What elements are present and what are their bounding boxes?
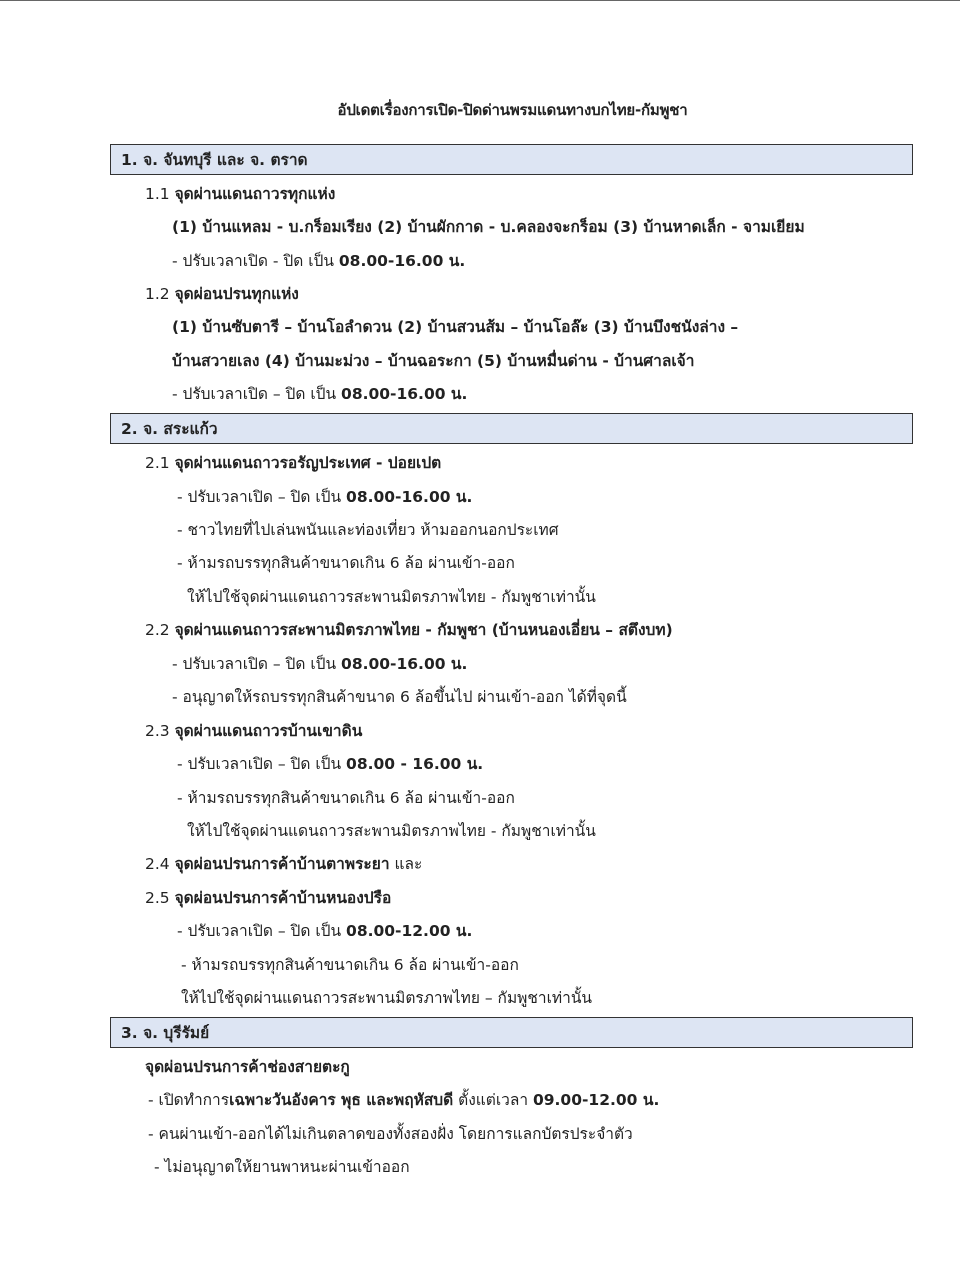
hours-value: 08.00-16.00 น. (346, 488, 473, 506)
note-line: ให้ไปใช้จุดผ่านแดนถาวรสะพานมิตรภาพไทย - กัมพูชาเท่านั้น (187, 822, 596, 840)
checkpoint-list: บ้านสวายเลง (4) บ้านมะม่วง – บ้านฉอระกา (5) บ้านหมื่นด่าน - บ้านศาลเจ้า (172, 352, 695, 370)
note-line: - ห้ามรถบรรทุกสินค้าขนาดเกิน 6 ล้อ ผ่านเข้า-ออก (177, 789, 515, 807)
section-2-header: 2. จ. สระแก้ว (110, 413, 913, 444)
note-line: - อนุญาตให้รถบรรทุกสินค้าขนาด 6 ล้อขึ้นไป ผ่านเข้า-ออก ได้ที่จุดนี้ (172, 688, 627, 706)
hours-line (177, 921, 472, 941)
item-title: จุดผ่านแดนถาวรทุกแห่ง (174, 185, 336, 203)
open-label: - เปิดทำการ (148, 1091, 230, 1109)
hours-label: - ปรับเวลาเปิด - ปิด เป็น (172, 252, 339, 270)
checkpoint-list: (1) บ้านแหลม - บ.กร็อมเรียง (2) บ้านผักกาด - บ.คลองจะกร็อม (3) บ้านหาดเล็ก - จามเยียม (172, 218, 805, 236)
hours-value: 08.00-16.00 น. (338, 252, 466, 270)
item-number: 2.4 (145, 855, 170, 873)
hours-value: 08.00-16.00 น. (341, 655, 468, 673)
open-mid: ตั้งแต่เวลา (453, 1091, 533, 1109)
item-2-4 (145, 854, 422, 874)
item-number: 2.5 (145, 889, 170, 907)
item-title: จุดผ่อนปรนทุกแห่ง (174, 285, 299, 303)
item-2-2 (145, 620, 673, 640)
hours-line (177, 487, 472, 507)
note-line: - ห้ามรถบรรทุกสินค้าขนาดเกิน 6 ล้อ ผ่านเข้า-ออก (177, 554, 515, 572)
item-number: 2.2 (145, 621, 170, 639)
note-line: - ไม่อนุญาตให้ยานพาหนะผ่านเข้าออก (154, 1158, 410, 1176)
note-line: ให้ไปใช้จุดผ่านแดนถาวรสะพานมิตรภาพไทย - กัมพูชาเท่านั้น (187, 588, 596, 606)
hours-line (172, 654, 467, 674)
hours-line (172, 384, 467, 404)
hours-value: 08.00 - 16.00 น. (346, 755, 484, 773)
item-1-2 (145, 284, 299, 304)
item-2-5 (145, 888, 391, 908)
item-title: จุดผ่านแดนถาวรอรัญประเทศ - ปอยเปต (174, 454, 442, 472)
hours-label: - ปรับเวลาเปิด – ปิด เป็น (172, 385, 342, 403)
hours-value: 08.00-16.00 น. (341, 385, 468, 403)
section-3-header: 3. จ. บุรีรัมย์ (110, 1017, 913, 1048)
open-days-line (148, 1090, 659, 1110)
item-number: 2.3 (145, 722, 170, 740)
item-2-3 (145, 721, 362, 741)
hours-label: - ปรับเวลาเปิด – ปิด เป็น (177, 755, 347, 773)
hours-label: - ปรับเวลาเปิด – ปิด เป็น (177, 922, 347, 940)
checkpoint-list: (1) บ้านซับตารี – บ้านโอลำดวน (2) บ้านสวนส้ม – บ้านโอล๊ะ (3) บ้านบึงชนังล่าง – (172, 318, 739, 336)
item-2-1 (145, 453, 441, 473)
item-3-title: จุดผ่อนปรนการค้าช่องสายตะกู (145, 1058, 350, 1076)
item-title: จุดผ่อนปรนการค้าบ้านหนองปรือ (174, 889, 392, 907)
hours-line (172, 251, 465, 271)
note-line: ให้ไปใช้จุดผ่านแดนถาวรสะพานมิตรภาพไทย – กัมพูชาเท่านั้น (181, 989, 593, 1007)
note-line: - คนผ่านเข้า-ออกได้ไม่เกินตลาดของทั้งสองฝั่ง โดยการแลกบัตรประจำตัว (148, 1125, 633, 1143)
top-border-line (0, 0, 960, 1)
note-line: - ห้ามรถบรรทุกสินค้าขนาดเกิน 6 ล้อ ผ่านเข้า-ออก (181, 956, 519, 974)
open-time: 09.00-12.00 น. (532, 1091, 660, 1109)
hours-label: - ปรับเวลาเปิด – ปิด เป็น (172, 655, 342, 673)
open-days: เฉพาะวันอังคาร พุธ และพฤหัสบดี (229, 1091, 454, 1109)
item-number: 1.2 (145, 285, 170, 303)
item-number: 1.1 (145, 185, 170, 203)
item-1-1 (145, 184, 335, 204)
item-title: จุดผ่อนปรนการค้าบ้านตาพระยา (174, 855, 390, 873)
section-1-header: 1. จ. จันทบุรี และ จ. ตราด (110, 144, 913, 175)
page-title: อัปเดตเรื่องการเปิด-ปิดด่านพรมแดนทางบกไทย-กัมพูชา (337, 101, 688, 119)
item-tail: และ (389, 855, 423, 873)
item-title: จุดผ่านแดนถาวรสะพานมิตรภาพไทย - กัมพูชา (บ้านหนองเอี่ยน – สตึงบท) (174, 621, 673, 639)
note-line: - ชาวไทยที่ไปเล่นพนันและท่องเที่ยว ห้ามออกนอกประเทศ (177, 521, 559, 539)
item-number: 2.1 (145, 454, 170, 472)
hours-line (177, 754, 483, 774)
hours-value: 08.00-12.00 น. (346, 922, 473, 940)
hours-label: - ปรับเวลาเปิด – ปิด เป็น (177, 488, 347, 506)
item-title: จุดผ่านแดนถาวรบ้านเขาดิน (174, 722, 363, 740)
